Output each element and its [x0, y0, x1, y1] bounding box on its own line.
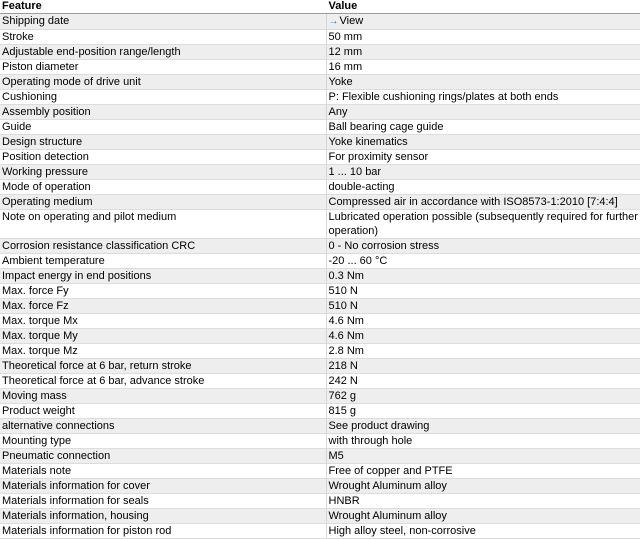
table-body: [0, 14, 640, 539]
table-row: [0, 479, 640, 494]
value-cell: 510 N: [326, 284, 640, 299]
table-row: [0, 314, 640, 329]
feature-cell: Max. torque Mz: [0, 344, 326, 359]
value-cell: Wrought Aluminum alloy: [326, 479, 640, 494]
value-cell: with through hole: [326, 434, 640, 449]
view-link-label: View: [339, 15, 364, 27]
table-row: [0, 210, 640, 239]
arrow-right-icon: →: [328, 16, 339, 27]
table-row: [0, 105, 640, 120]
feature-cell: Design structure: [0, 135, 326, 150]
value-cell: See product drawing: [326, 419, 640, 434]
feature-cell: Position detection: [0, 150, 326, 165]
table-row: [0, 165, 640, 180]
header-row: [0, 0, 640, 14]
feature-cell: Working pressure: [0, 165, 326, 180]
table-row: [0, 464, 640, 479]
table-row: [0, 14, 640, 30]
value-cell: Ball bearing cage guide: [326, 120, 640, 135]
value-cell: Yoke: [326, 75, 640, 90]
feature-cell: Pneumatic connection: [0, 449, 326, 464]
table-row: [0, 75, 640, 90]
feature-column-header: Feature: [0, 0, 326, 14]
value-cell: 815 g: [326, 404, 640, 419]
value-cell: 4.6 Nm: [326, 329, 640, 344]
value-cell: [326, 14, 640, 30]
value-cell: 0.3 Nm: [326, 269, 640, 284]
feature-cell: Cushioning: [0, 90, 326, 105]
value-cell: 1 ... 10 bar: [326, 165, 640, 180]
value-cell: P: Flexible cushioning rings/plates at both ends: [326, 90, 640, 105]
value-cell: 762 g: [326, 389, 640, 404]
feature-cell: Max. torque Mx: [0, 314, 326, 329]
feature-cell: alternative connections: [0, 419, 326, 434]
feature-cell: Max. torque My: [0, 329, 326, 344]
table-row: [0, 434, 640, 449]
table-row: [0, 524, 640, 539]
table-row: [0, 404, 640, 419]
table-row: [0, 45, 640, 60]
feature-cell: Mode of operation: [0, 180, 326, 195]
table-row: [0, 299, 640, 314]
value-cell: 2.8 Nm: [326, 344, 640, 359]
table-row: [0, 239, 640, 254]
feature-cell: Assembly position: [0, 105, 326, 120]
feature-cell: Max. force Fz: [0, 299, 326, 314]
value-cell: For proximity sensor: [326, 150, 640, 165]
table-row: [0, 359, 640, 374]
value-cell: 12 mm: [326, 45, 640, 60]
table-row: [0, 344, 640, 359]
value-cell: -20 ... 60 °C: [326, 254, 640, 269]
feature-cell: Stroke: [0, 30, 326, 45]
table-row: [0, 60, 640, 75]
value-cell: Free of copper and PTFE: [326, 464, 640, 479]
feature-cell: Corrosion resistance classification CRC: [0, 239, 326, 254]
value-cell: 218 N: [326, 359, 640, 374]
feature-cell: Operating mode of drive unit: [0, 75, 326, 90]
table-row: [0, 180, 640, 195]
value-column-header: Value: [326, 0, 640, 14]
value-cell: Lubricated operation possible (subsequently required for further operation): [326, 210, 640, 239]
value-cell: 242 N: [326, 374, 640, 389]
feature-cell: Guide: [0, 120, 326, 135]
value-cell: 16 mm: [326, 60, 640, 75]
feature-cell: Note on operating and pilot medium: [0, 210, 326, 239]
value-cell: M5: [326, 449, 640, 464]
value-cell: High alloy steel, non-corrosive: [326, 524, 640, 539]
value-cell: Yoke kinematics: [326, 135, 640, 150]
table-row: [0, 195, 640, 210]
value-cell: Wrought Aluminum alloy: [326, 509, 640, 524]
table-row: [0, 449, 640, 464]
table-row: [0, 120, 640, 135]
feature-cell: Shipping date: [0, 14, 326, 30]
table-row: [0, 135, 640, 150]
table-row: [0, 150, 640, 165]
table-header: [0, 0, 640, 14]
table-row: [0, 269, 640, 284]
table-row: [0, 90, 640, 105]
table-row: [0, 509, 640, 524]
feature-cell: Adjustable end-position range/length: [0, 45, 326, 60]
value-cell: Compressed air in accordance with ISO8573-1:2010 [7:4:4]: [326, 195, 640, 210]
table-row: [0, 419, 640, 434]
feature-cell: Product weight: [0, 404, 326, 419]
feature-cell: Materials note: [0, 464, 326, 479]
value-cell: 50 mm: [326, 30, 640, 45]
feature-cell: Ambient temperature: [0, 254, 326, 269]
value-cell: HNBR: [326, 494, 640, 509]
value-cell: double-acting: [326, 180, 640, 195]
feature-cell: Theoretical force at 6 bar, return stroke: [0, 359, 326, 374]
feature-cell: Impact energy in end positions: [0, 269, 326, 284]
shipping-date-view-link[interactable]: [329, 15, 364, 27]
value-cell: Any: [326, 105, 640, 120]
feature-cell: Moving mass: [0, 389, 326, 404]
feature-cell: Materials information, housing: [0, 509, 326, 524]
feature-cell: Materials information for cover: [0, 479, 326, 494]
value-cell: 0 - No corrosion stress: [326, 239, 640, 254]
table-row: [0, 329, 640, 344]
feature-cell: Theoretical force at 6 bar, advance stroke: [0, 374, 326, 389]
feature-cell: Materials information for seals: [0, 494, 326, 509]
table-row: [0, 30, 640, 45]
value-cell: 4.6 Nm: [326, 314, 640, 329]
feature-cell: Materials information for piston rod: [0, 524, 326, 539]
table-row: [0, 494, 640, 509]
feature-cell: Piston diameter: [0, 60, 326, 75]
feature-cell: Mounting type: [0, 434, 326, 449]
table-row: [0, 254, 640, 269]
table-row: [0, 389, 640, 404]
feature-cell: Max. force Fy: [0, 284, 326, 299]
table-row: [0, 284, 640, 299]
feature-cell: Operating medium: [0, 195, 326, 210]
table-row: [0, 374, 640, 389]
value-cell: 510 N: [326, 299, 640, 314]
